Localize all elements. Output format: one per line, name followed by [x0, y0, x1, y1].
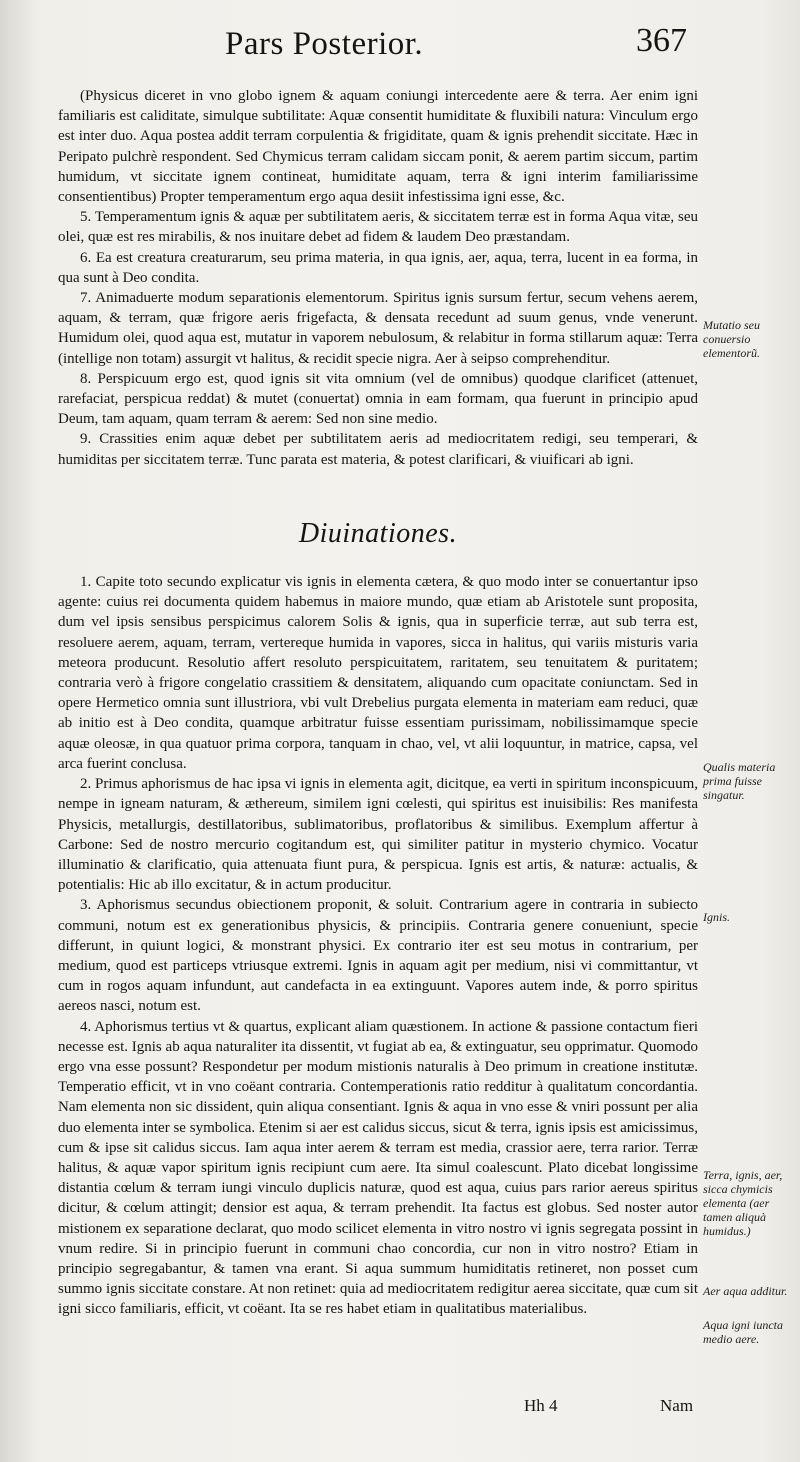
margin-note: Aqua igni iuncta medio aere.: [703, 1318, 783, 1346]
page-number: 367: [636, 22, 687, 59]
paragraph: 6. Ea est creatura creaturarum, seu prima materia, in qua ignis, aer, aqua, terra, lucent in ea forma, in qua sunt à Deo condita.: [58, 249, 698, 286]
section-heading: Diuinationes.: [298, 517, 458, 549]
signature-mark: Hh 4: [524, 1396, 558, 1415]
page-footer: [0, 1396, 800, 1426]
margin-note: Terra, ignis, aer, sicca chymicis elementa (aer tamen aliquà humidus.): [703, 1168, 783, 1238]
paragraph: 3. Aphorismus secundus obiectionem proponit, & soluit. Contrarium agere in contraria in subiecto communi, notum est ex generationibus physicis, & principiis. Contraria genere conueniunt, specie differunt, in quiunt logici, & monstrant physici. Ex contrario iter est seu motus in contrarium, per medium, quod est particeps vtriusque extremi. Ignis in aquam agit per medium, nisi vi committantur, vt cum in rogos aquam infundunt, aut candefacta in ea extinguunt. Vapores autem inde, & porro spiritus aereos nasci, notum est.: [58, 897, 698, 1015]
margin-note: Mutatio seu conuersio elementorũ.: [703, 318, 760, 360]
page-header: [0, 18, 800, 78]
paragraph: 1. Capite toto secundo explicatur vis ignis in elementa cætera, & quo modo inter se conuertantur ipso agente: cuius rei documenta quidem habemus in maiore mundo, quæ etiam ab Aristotele sunt proposita, dum vel ipsis sensibus perspicimus calorem Solis & ignis, qua in superficie terræ, aut sub terra est, resoluere aerem, aquam, terram, vertereque humida in vapores, sicca in halitus, qui variis misturis varia meteora producunt. Resolutio affert resoluto perspicuitatem, raritatem, seu tenuitatem & puritatem; contraria verò à frigore congelatio crassitiem & densitatem, aliquando cum opacitate coniunctam. Sed in opere Hermetico omnia sunt illustriora, vbi vult Drebelius purgata elementa in materiam eam reduci, quæ ab initio est à Deo condita, quamque arbitratur fuisse essentiam purissimam, nobilissimamque specie aquæ oleosæ, in qua quatuor prima corpora, tanquam in chao, vel, vt alii loquuntur, in matrice, capsa, vel arca fuerint conclusa.: [58, 574, 698, 772]
paragraph: 7. Animaduerte modum separationis elementorum. Spiritus ignis sursum fertur, secum vehens aerem, aquam, & terram, quæ frigore aeris frigefacta, & densata recedunt ad suum genus, vnde venerunt. Humidum olei, quod aqua est, mutatur in vaporem nebulosum, & relabitur in forma stillarum aquæ: Terra (intellige non totam) assurgit vt halitus, & recidit specie nigra. Aer à seipso comprehenditur.: [58, 290, 698, 367]
main-text-block: [58, 86, 698, 1320]
running-title: Pars Posterior.: [225, 26, 424, 62]
paragraph: 9. Crassities enim aquæ debet per subtilitatem aeris ad mediocritatem redigi, seu temperari, & humiditas per siccitatem terræ. Tunc parata est materia, & potest clarificari, & viuificari ab igni.: [58, 431, 698, 468]
paragraph: 5. Temperamentum ignis & aquæ per subtilitatem aeris, & siccitatem terræ est in forma Aqua vitæ, seu olei, quæ est res mirabilis, & nos inuitare debet ad fidem & laudem Deo præstandam.: [58, 209, 698, 246]
margin-note: Aer aqua additur.: [703, 1284, 788, 1298]
catchword: Nam: [660, 1396, 694, 1415]
section-spacer: [58, 470, 698, 524]
paragraph: 2. Primus aphorismus de hac ipsa vi ignis in elementa agit, dicitque, ea verti in spiritum inconspicuum, nempe in igneam naturam, & æthereum, similem igni cœlesti, qui spiritus est inuisibilis: Res manifesta Physicis, metallurgis, destillatoribus, sublimatoribus, proflatoribus & similibus. Exemplum affertur à Carbone: Sed de nostro mercurio cogitandum est, qui similiter patitur in mysterio chymico. Vocatur illuminatio & clarificatio, quia attenuata fiunt pura, & perspicua. Ignis est artis, & naturæ: actualis, & potentialis: Hic ab illo excitatur, & in actum producitur.: [58, 776, 698, 894]
paragraph: 4. Aphorismus tertius vt & quartus, explicant aliam quæstionem. In actione & passione contactum fieri necesse est. Ignis ab aqua naturaliter ita dissentit, vt fugiat ab ea, & extinguatur, seu opprimatur. Quomodo ergo vna esse possunt? Respondetur per modum mistionis naturalis à Deo primum in creatione institutæ. Temperatio efficit, vt in vno coëant contraria. Contemperationis ratio redditur à qualitatum concordantia. Nam elementa non sic dissident, quin aliqua consentiant. Ignis & aqua in vno esse & vniri possunt per alia duo elementa inter se symbolica. Etenim si aer est calidus siccus, sicut & terra, ignis ipsis est amicissimus, cum & ipse sit calidus siccus. Iam aqua inter aerem & terram est media, crassior aere, terra rarior. Terræ halitus, & aquæ vapor spiritum ignis recipiunt cum aere. Ita simul coalescunt. Plato dicebat longissime distantia cœlum & terram iungi vinculo duplicis naturæ, quod est aqua, cuius pars rarior aereus spiritus dicitur, & cœlum attingit; densior est aqua, & terram prehendit. Ita factus est globus. Sed noster autor mistionem ex separatione declarat, quo modo scilicet elementa in vitro nostro vi ignis segregata possint in vnum redire. Si in principio fuerunt in communi chao concordia, cur non in vitro nostro? Etiam in principio segregabantur, & tamen vna erant. Si aqua summum humiditatis retineret, non posset cum summo ignis siccitate constare. At non retinet: quia ad mediocritatem redigitur aerea siccitate, quæ cum sit igni sicco familiaris, efficit, vt coëant. Ita se res habet etiam in qualitatibus materialibus.: [58, 1018, 698, 1318]
margin-note: Qualis materia prima fuisse singatur.: [703, 760, 776, 802]
paragraph: (Physicus diceret in vno globo ignem & aquam coniungi intercedente aere & terra. Aer enim igni familiaris est caliditate, simulque subtilitate: Aquæ consentit humiditate & fluxibili natura: Vinculum ergo est inter duo. Aqua postea addit terram corpulentia & frigiditate, quam & ignis prehendit siccitate. Hæc in Peripato pulchrè respondent. Sed Chymicus terram calidam siccam ponit, & aerem partim siccum, partim humidum, vt siccitate ignem contineat, humiditate aquam, terra & igni interim familiarissime consentientibus) Propter temperamentum ergo aqua desiit infestissima igni esse, &c.: [58, 88, 698, 206]
paragraph: 8. Perspicuum ergo est, quod ignis sit vita omnium (vel de omnibus) quodque clarificet (attenuet, rarefaciat, perspicua reddat) & mutet (conuertat) omnia in eam formam, qua fuerunt in principio apud Deum, tam aquam, quam terram & aerem: Sed non sine medio.: [58, 370, 698, 428]
margin-note: Ignis.: [703, 910, 730, 924]
